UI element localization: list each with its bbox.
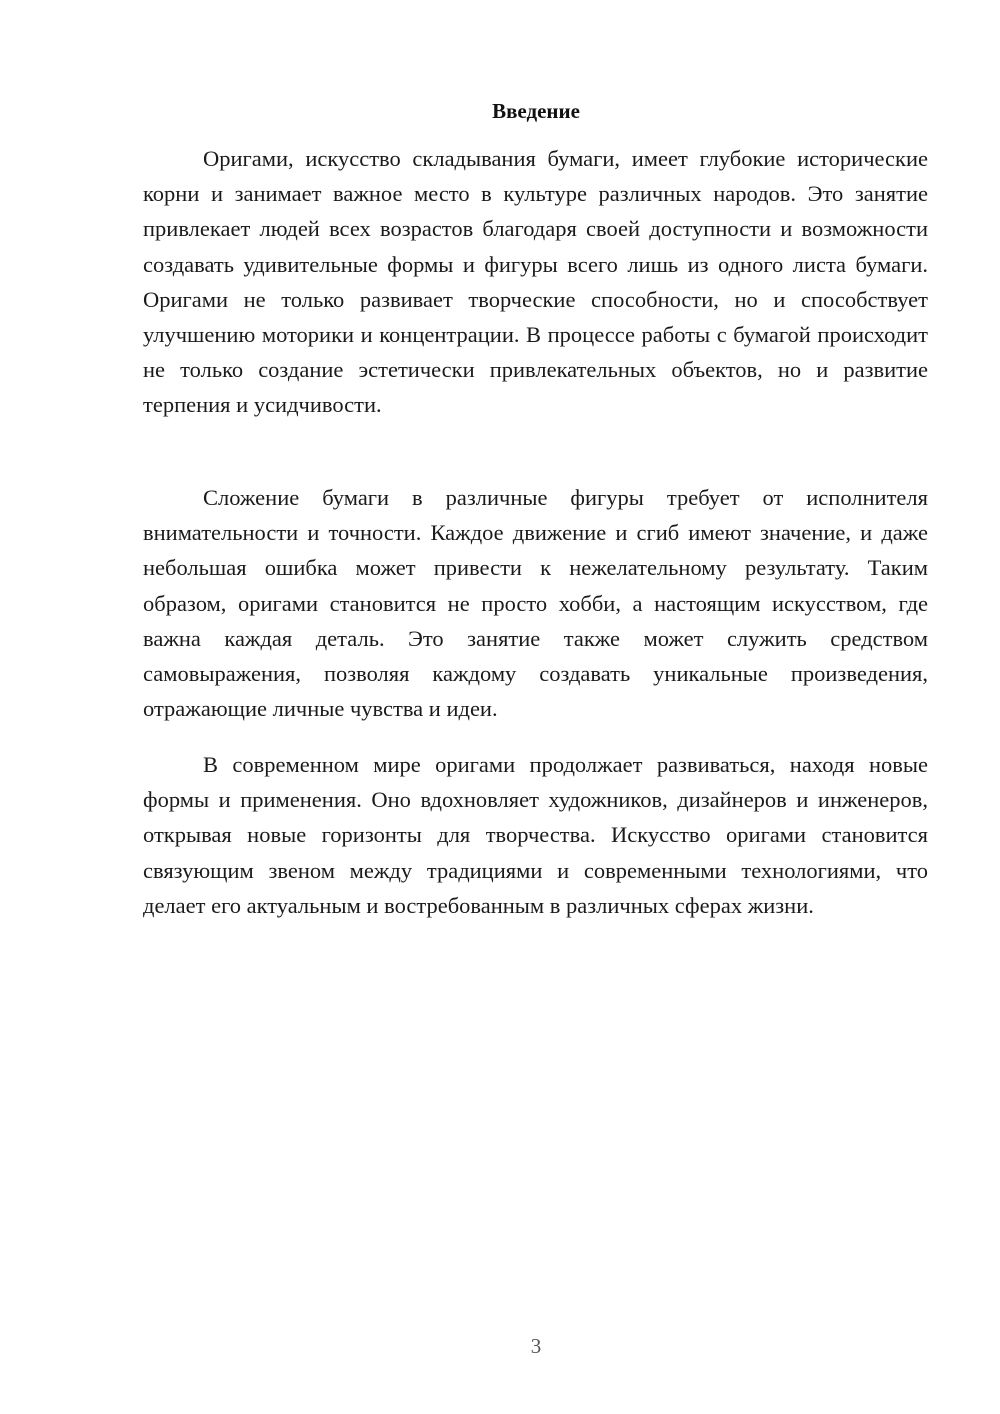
paragraph-3: В современном мире оригами продолжает развиваться, находя новые формы и применения. Оно вдохновляет художников, дизайнеров и инженеров, открывая новые горизонты для творчества. Искусство оригами становится связующим звеном между традициями и современными технологиями, что делает его актуальным и востребованным в различных сферах жизни. [143,752,928,918]
paragraph-2: Сложение бумаги в различные фигуры требует от исполнителя внимательности и точности. Каждое движение и сгиб имеют значение, и даже небольшая ошибка может привести к нежелательному результату. Таким образом, оригами становится не просто хобби, а настоящим искусством, где важна каждая деталь. Это занятие также может служить средством самовыражения, позволяя каждому создавать уникальные произведения, отражающие личные чувства и идеи. [143,485,928,722]
page-number: 3 [530,1334,542,1358]
section-title: Введение [492,99,580,123]
paragraph-1: Оригами, искусство складывания бумаги, имеет глубокие исторические корни и занимает важное место в культуре различных народов. Это занятие привлекает людей всех возрастов благодаря своей доступности и возможности создавать удивительные формы и фигуры всего лишь из одного листа бумаги. Оригами не только развивает творческие способности, но и способствует улучшению моторики и концентрации. В процессе работы с бумагой происходит не только создание эстетически привлекательных объектов, но и развитие терпения и усидчивости. [143,146,928,418]
